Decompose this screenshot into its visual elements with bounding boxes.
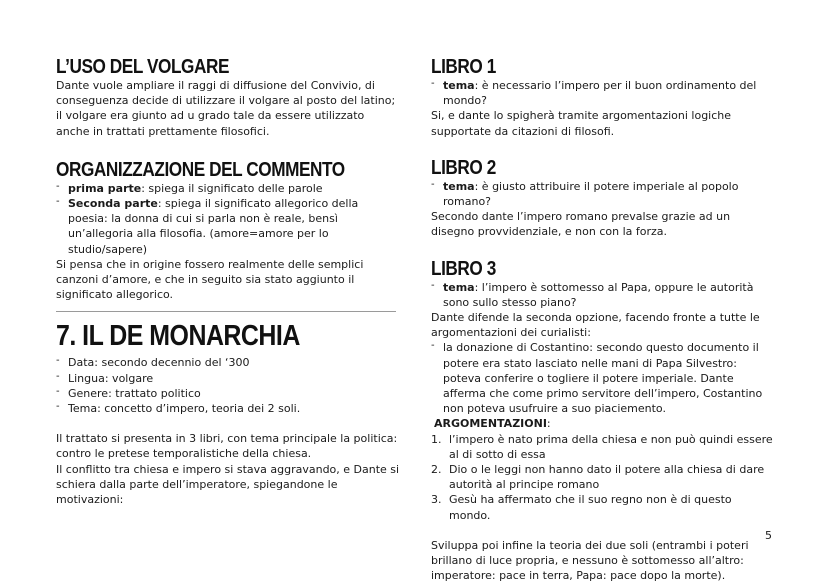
item-text: Dio o le leggi non hanno dato il potere alla chiesa di dare autorità al principe romano: [449, 463, 765, 492]
right-column: [431, 56, 776, 583]
monarchia-info-list: [56, 355, 401, 416]
item-label: Seconda parte: [68, 197, 158, 211]
libro2-list: [431, 179, 776, 209]
heading-libro-3: LIBRO 3: [431, 257, 496, 280]
item-number: 1.: [431, 432, 442, 446]
list-item: [431, 78, 776, 108]
item-text: : è necessario l’impero per il buon ordinamento del mondo?: [443, 79, 757, 108]
paragraph-libro2: Secondo dante l’impero romano prevalse grazie ad un disegno provvidenziale, e non con la forza.: [431, 210, 731, 239]
arguments-list: [431, 432, 776, 523]
page-number: 5: [765, 528, 772, 542]
heading-de-monarchia: 7. IL DE MONARCHIA: [56, 320, 300, 353]
divider: [56, 311, 396, 312]
paragraph-conflitto: Il conflitto tra chiesa e impero si stava aggravando, e Dante si schiera dalla parte dell’imperatore, spiegandone le motivazioni:: [56, 462, 400, 507]
item-text: : spiega il significato allegorico della poesia: la donna di cui si parla non è reale, bensì un’allegoria alla filosofia. (amore=amore per lo studio/sapere): [68, 197, 359, 256]
argomentazioni-title: [431, 416, 776, 431]
libro1-list: [431, 78, 776, 108]
donation-list: [431, 340, 776, 416]
list-item: - Lingua: volgare: [56, 371, 401, 386]
heading-organizzazione-commento: ORGANIZZAZIONE DEL COMMENTO: [56, 158, 345, 181]
item-label: prima parte: [68, 181, 142, 195]
list-item: [431, 492, 776, 522]
item-label: tema: [443, 79, 475, 92]
list-item: - Tema: concetto d’impero, teoria dei 2 soli.: [56, 401, 401, 416]
item-text: : l’impero è sottomesso al Papa, oppure le autorità sono sullo stesso piano?: [443, 280, 754, 309]
list-item: [431, 179, 776, 209]
libro3-list: [431, 280, 776, 310]
list-item: [56, 181, 401, 196]
argomentazioni-colon: :: [546, 417, 551, 431]
item-text: : è giusto attribuire il potere imperiale al popolo romano?: [443, 179, 739, 209]
left-column: [56, 56, 401, 507]
paragraph-commento: Si pensa che in origine fossero realmente delle semplici canzoni d’amore, e che in seguito sia stato aggiunto il significato allegorico.: [56, 257, 364, 302]
list-item: [431, 280, 776, 310]
heading-libro-2: LIBRO 2: [431, 156, 496, 179]
argomentazioni-label: ARGOMENTAZIONI: [434, 417, 547, 431]
item-number: 2.: [431, 463, 442, 477]
paragraph-trattato: Il trattato si presenta in 3 libri, con tema principale la politica: contro le pretese temporalistiche della chiesa.: [56, 432, 398, 461]
list-item: [431, 432, 776, 462]
paragraph-volgare: Dante vuole ampliare il raggi di diffusione del Convivio, di conseguenza decide di utilizzare il volgare al posto del latino; il volgare era giunto ad u grado tale da essere utilizzato anche in trattati prettamente filosofici.: [56, 79, 396, 138]
item-label: tema: [443, 280, 475, 294]
item-text: l’impero è nato prima della chiesa e non può quindi essere al di sotto di essa: [449, 432, 773, 461]
list-item: [56, 196, 401, 257]
paragraph-due-soli: Sviluppa poi infine la teoria dei due soli (entrambi i poteri brillano di luce propria, e nessuno è sottomesso all’altro: imperatore: pace in terra, Papa: pace dopo la morte).: [431, 538, 749, 583]
item-number: 3.: [431, 493, 442, 507]
commento-list: [56, 181, 401, 257]
list-item: [431, 462, 776, 492]
item-text: : spiega il significato delle parole: [141, 181, 323, 195]
paragraph-libro1: Si, e dante lo spigherà tramite argomentazioni logiche supportate da citazioni di filosofi.: [431, 109, 732, 138]
item-label: tema: [443, 179, 475, 193]
paragraph-libro3: Dante difende la seconda opzione, facendo fronte a tutte le argomentazioni dei curialisti:: [431, 311, 760, 340]
list-item: - Genere: trattato politico: [56, 386, 401, 401]
heading-uso-volgare: L’USO DEL VOLGARE: [56, 56, 230, 78]
list-item: - la donazione di Costantino: secondo questo documento il potere era stato lasciato nelle mani di Papa Silvestro: poteva conferire o togliere il potere imperiale. Dante afferma che come primo servitore dell’impero, Costantino non poteva usufruire a suo piaciemento.: [431, 340, 776, 416]
item-text: Gesù ha affermato che il suo regno non è di questo mondo.: [449, 493, 732, 522]
list-item: - Data: secondo decennio del ‘300: [56, 355, 401, 370]
heading-libro-1: LIBRO 1: [431, 56, 496, 78]
